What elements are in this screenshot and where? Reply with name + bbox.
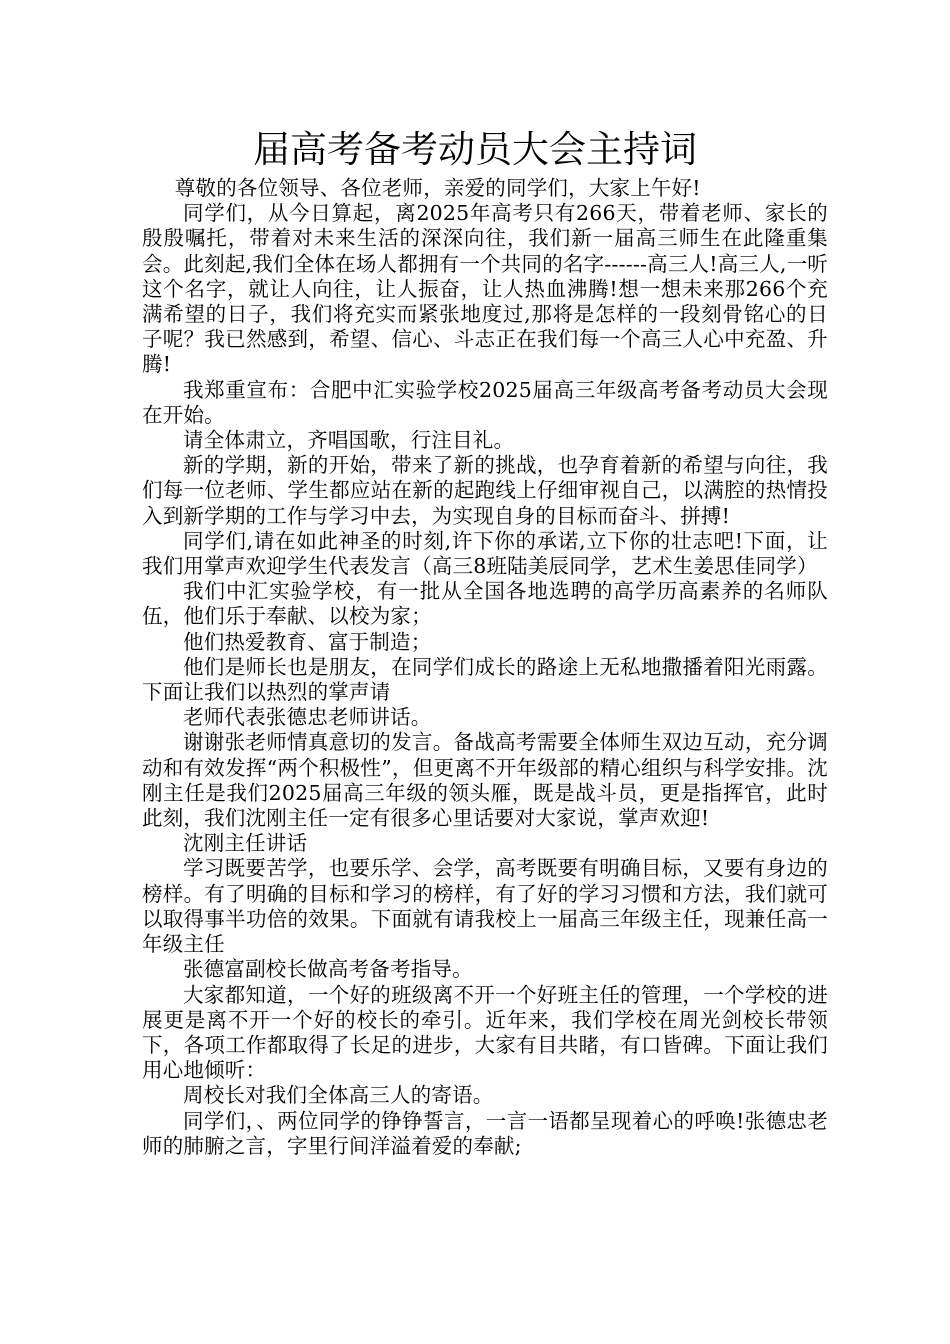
document-body [142, 176, 828, 1159]
document-title: 届高考备考动员大会主持词 [253, 128, 697, 171]
paragraph-teachers-friends: 他们是师长也是朋友，在同学们成长的路途上无私地撒播着阳光雨露。下面让我们以热烈的掌声请 [142, 654, 828, 705]
paragraph-greeting: 尊敬的各位领导、各位老师，亲爱的同学们，大家上午好! [174, 176, 701, 200]
paragraph-study-methods: 学习既要苦学，也要乐学、会学，高考既要有明确目标，又要有身边的榜样。有了明确的目标和学习的榜样，有了好的学习习惯和方法，我们就可以取得事半功倍的效果。下面就有请我校上一届高三年级主任，现兼任高一年级主任 [142, 856, 828, 957]
paragraph-teacher-speech: 老师代表张德忠老师讲话。 [183, 705, 432, 730]
paragraph-director-speech: 沈刚主任讲话 [183, 831, 308, 856]
paragraph-closing-remarks: 同学们，、两位同学的铮铮誓言，一言一语都呈现着心的呼唤!张德忠老师的肺腑之言，字里行间洋溢着爱的奉献; [142, 1108, 828, 1158]
paragraph-thanks-teacher: 谢谢张老师情真意切的发言。备战高考需要全体师生双边互动，充分调动和有效发挥“两个积极性”，但更离不开年级部的精心组织与科学安排。沈刚主任是我们2025届高三年级的领头雁，既是战斗员，更是指挥官，此时此刻，我们沈刚主任一定有很多心里话要对大家说，掌声欢迎! [142, 730, 828, 831]
paragraph-student-representatives: 同学们,请在如此神圣的时刻,许下你的承诺,立下你的壮志吧!下面，让我们用掌声欢迎学生代表发言（高三8班陆美辰同学，艺术生姜思佳同学） [142, 528, 828, 579]
paragraph-principal-intro: 大家都知道，一个好的班级离不开一个好班主任的管理，一个学校的进展更是离不开一个好的校长的牵引。近年来，我们学校在周光剑校长带领下，各项工作都取得了长足的进步，大家有目共睹，有口皆碑。下面让我们用心地倾听： [142, 982, 828, 1083]
paragraph-teachers-love-education: 他们热爱教育、富于制造； [183, 629, 432, 654]
paragraph-countdown: 同学们，从今日算起，离2025年高考只有266天，带着老师、家长的殷殷嘱托，带着对未来生活的深深向往，我们新一届高三师生在此隆重集会。此刻起,我们全体在场人都拥有一个共同的名字------高三人!高三人,一听这个名字，就让人向往，让人振奋，让人热血沸腾!想一想未来那266个充满希望的日子，我们将充实而紧张地度过,那将是怎样的一段刻骨铭心的日子呢？我已然感到，希望、信心、斗志正在我们每一个高三人心中充盈、升腾! [142, 201, 828, 377]
paragraph-national-anthem: 请全体肃立，齐唱国歌，行注目礼。 [183, 428, 515, 453]
paragraph-opening-announcement: 我郑重宣布：合肥中汇实验学校2025届高三年级高考备考动员大会现在开始。 [142, 377, 828, 427]
paragraph-new-semester: 新的学期，新的开始，带来了新的挑战，也孕育着新的希望与向往，我们每一位老师、学生都应站在新的起跑线上仔细审视自己，以满腔的热情投入到新学期的工作与学习中去，为实现自身的目标而奋斗、拼搏! [142, 453, 828, 528]
paragraph-principal-message: 周校长对我们全体高三人的寄语。 [183, 1083, 494, 1108]
paragraph-vice-principal-guidance: 张德富副校长做高考备考指导。 [183, 957, 473, 982]
paragraph-teacher-team: 我们中汇实验学校，有一批从全国各地选聘的高学历高素养的名师队伍，他们乐于奉献、以校为家； [142, 579, 828, 629]
